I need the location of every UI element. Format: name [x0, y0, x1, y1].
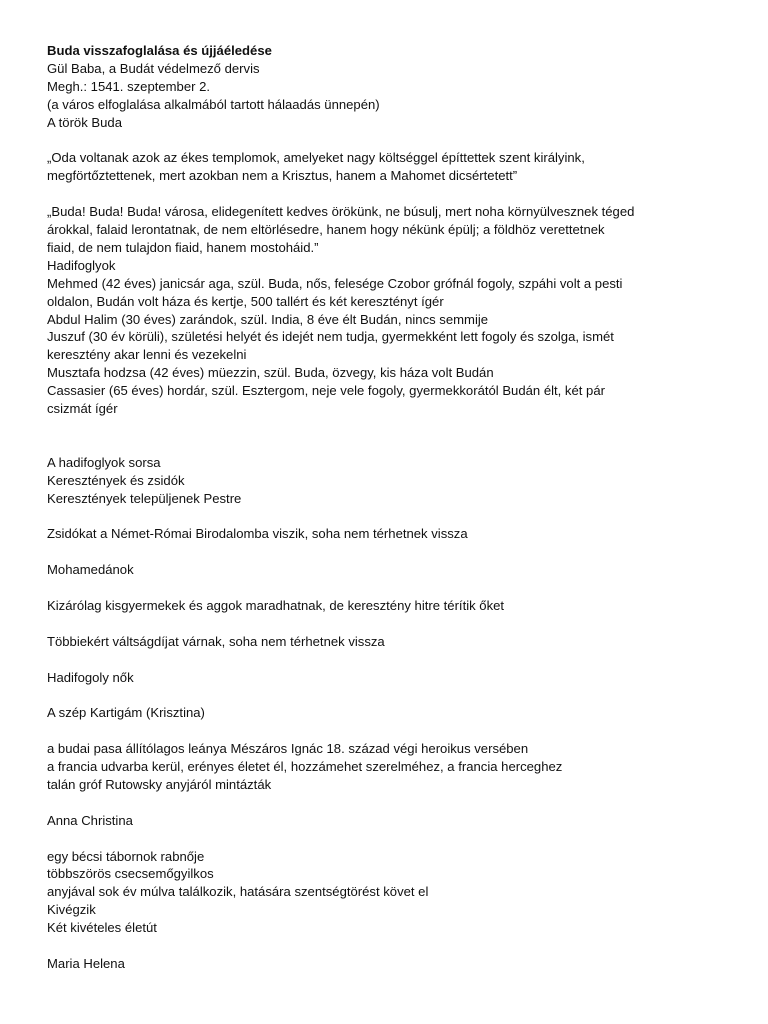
kartigam-line: a francia udvarba kerül, erényes életet él, hozzámehet szerelméhez, a francia herceghez [47, 759, 563, 775]
anna-line: egy bécsi tábornok rabnője [47, 848, 205, 864]
muslims-fate-line: Kizárólag kisgyermekek és aggok maradhatnak, de keresztény hitre térítik őket [47, 597, 505, 613]
section-heading-fate: A hadifoglyok sorsa [47, 454, 161, 470]
section-heading-kartigam: A szép Kartigám (Krisztina) [47, 705, 205, 721]
spacer [47, 579, 737, 597]
fate-line: Keresztények és zsidók [47, 472, 185, 488]
quote1-line: megförtőztettenek, mert azokban nem a Krisztus, hanem a Mahomet dicsértetett” [47, 168, 518, 184]
document-title: Buda visszafoglalása és újjáéledése [47, 43, 272, 58]
fate-line: Keresztények települjenek Pestre [47, 490, 242, 506]
section-heading-anna: Anna Christina [47, 812, 133, 828]
prisoner-line: csizmát ígér [47, 401, 118, 417]
quote1-line: „Oda voltanak azok az ékes templomok, amelyeket nagy költséggel építtettek szent királyink, [47, 150, 585, 166]
spacer [47, 543, 737, 561]
spacer [47, 436, 737, 454]
anna-line: Két kivételes életút [47, 920, 157, 936]
spacer [47, 185, 737, 203]
spacer [47, 615, 737, 633]
jews-fate-line: Zsidókat a Német-Római Birodalomba viszik, soha nem térhetnek vissza [47, 526, 468, 542]
spacer [47, 508, 737, 526]
spacer [47, 830, 737, 848]
header-line-thanksgiving: (a város elfoglalása alkalmából tartott hálaadás ünnepén) [47, 96, 380, 112]
spacer [47, 651, 737, 669]
spacer [47, 937, 737, 955]
section-heading-muslims: Mohamedánok [47, 562, 134, 578]
prisoner-line: Juszuf (30 év körüli), születési helyét és idejét nem tudja, gyermekként lett fogoly és szolga, ismét [47, 329, 614, 345]
quote2-line: árokkal, falaid lerontatnak, de nem eltörlésedre, hanem hogy nékünk épülj; a földhöz verettetnek [47, 222, 605, 238]
header-line-dervis: Gül Baba, a Budát védelmező dervis [47, 60, 260, 76]
prisoner-line: Musztafa hodzsa (42 éves) müezzin, szül. Buda, özvegy, kis háza volt Budán [47, 365, 494, 381]
section-heading-prisoners: Hadifoglyok [47, 257, 116, 273]
document-body [47, 42, 737, 973]
kartigam-line: talán gróf Rutowsky anyjáról mintázták [47, 776, 272, 792]
spacer [47, 686, 737, 704]
section-heading-maria: Maria Helena [47, 956, 125, 971]
spacer [47, 418, 737, 436]
prisoner-line: Cassasier (65 éves) hordár, szül. Esztergom, neje vele fogoly, gyermekkorától Budán élt, két pár [47, 383, 605, 399]
anna-line: Kivégzik [47, 902, 96, 918]
section-heading-women: Hadifogoly nők [47, 669, 134, 685]
prisoner-line: Abdul Halim (30 éves) zarándok, szül. India, 8 éve élt Budán, nincs semmije [47, 311, 489, 327]
header-line-death-date: Megh.: 1541. szeptember 2. [47, 78, 211, 94]
anna-line: anyjával sok év múlva találkozik, hatására szentségtörést követ el [47, 884, 429, 900]
anna-line: többszörös csecsemőgyilkos [47, 866, 214, 882]
prisoner-line: oldalon, Budán volt háza és kertje, 500 tallért és két keresztényt ígér [47, 293, 444, 309]
kartigam-line: a budai pasa állítólagos leánya Mészáros Ignác 18. század végi heroikus versében [47, 741, 529, 757]
spacer [47, 794, 737, 812]
spacer [47, 132, 737, 150]
prisoner-line: Mehmed (42 éves) janicsár aga, szül. Buda, nős, felesége Czobor grófnál fogoly, szpáhi volt a pesti [47, 275, 623, 291]
section-heading-turkish-buda: A török Buda [47, 114, 122, 130]
ransom-line: Többiekért váltságdíjat várnak, soha nem térhetnek vissza [47, 633, 385, 649]
quote2-line: fiaid, de nem tulajdon fiaid, hanem mostoháid.” [47, 239, 319, 255]
quote2-line: „Buda! Buda! Buda! városa, elidegenített kedves örökünk, ne búsulj, mert noha környülvesznek téged [47, 204, 635, 220]
prisoner-line: keresztény akar lenni és vezekelni [47, 347, 247, 363]
spacer [47, 722, 737, 740]
